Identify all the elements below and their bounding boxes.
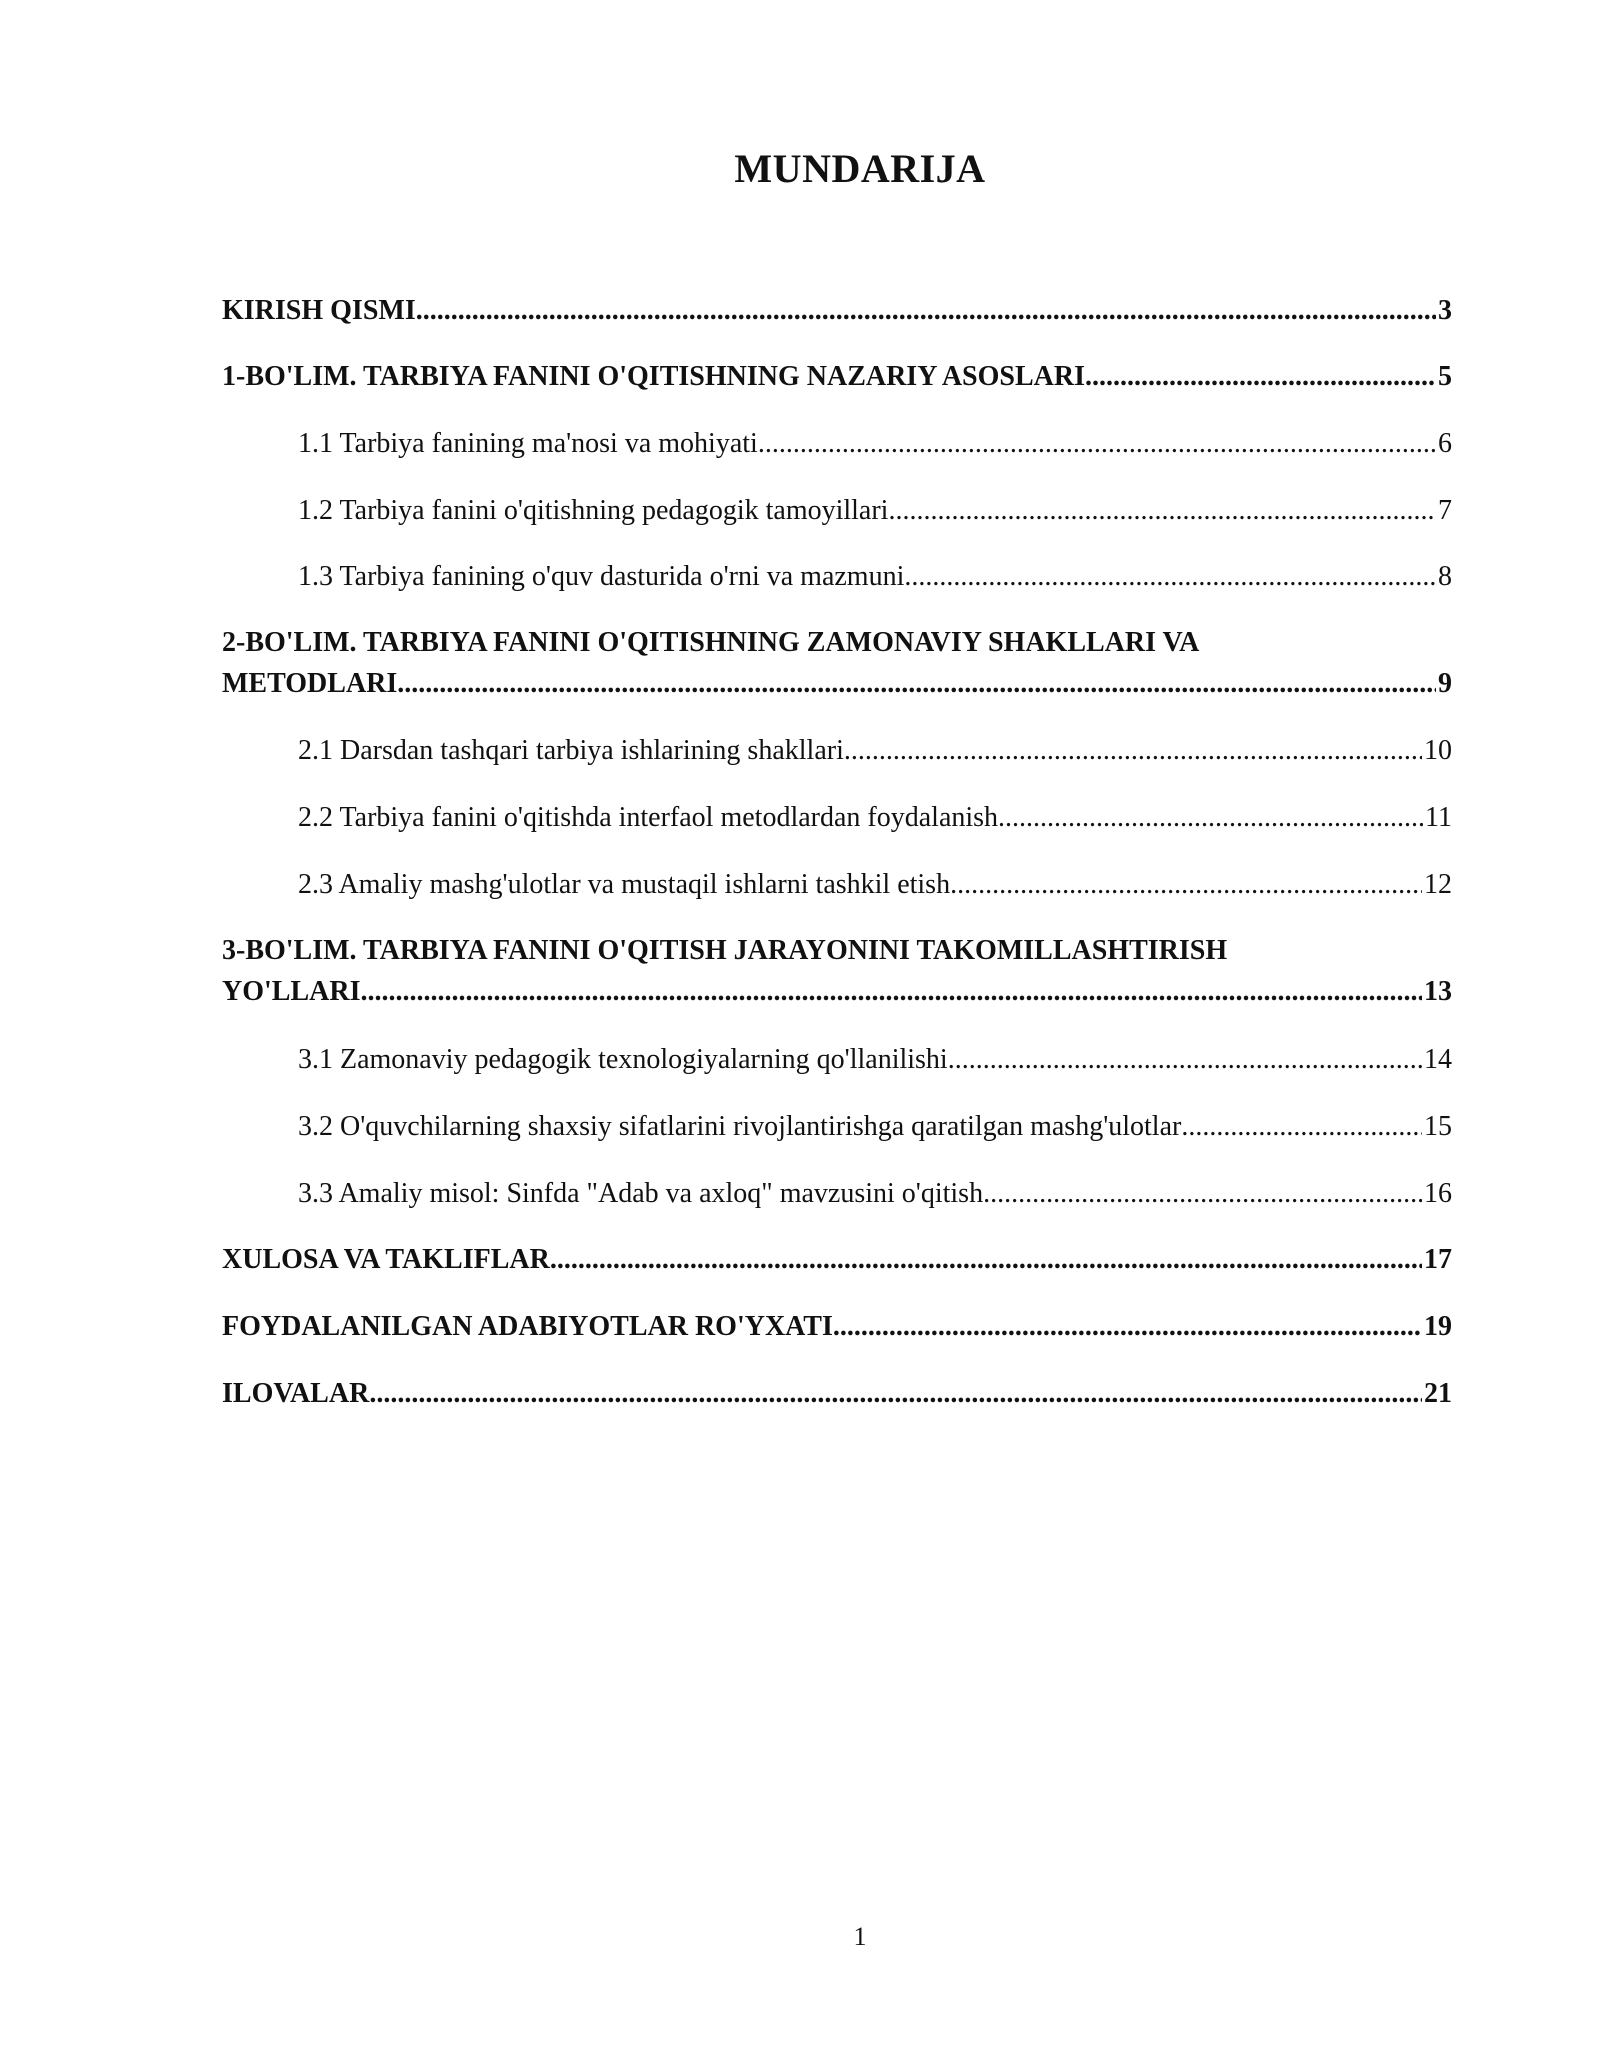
- toc-entry-text-line1: 2-BO'LIM. TARBIYA FANINI O'QITISHNING ZAMONAVIY SHAKLLARI VA: [222, 627, 1200, 658]
- toc-entry-1-2[interactable]: [298, 490, 1452, 531]
- toc-entry-text-line1: 3-BO'LIM. TARBIYA FANINI O'QITISH JARAYONINI TAKOMILLASHTIRISH: [222, 935, 1228, 966]
- toc-entry-text: 2.3 Amaliy mashg'ulotlar va mustaqil ishlarni tashkil etish: [298, 869, 951, 900]
- toc-entry-text: KIRISH QISMI: [222, 295, 416, 326]
- toc-dot-leader: [758, 423, 1436, 464]
- toc-dot-leader: [1181, 1106, 1422, 1147]
- toc-entry-2-3[interactable]: [298, 864, 1452, 905]
- toc-entry-text: YO'LLARI: [222, 976, 361, 1007]
- toc-entry-text: ILOVALAR: [222, 1378, 370, 1409]
- toc-page-number: 3: [1438, 295, 1452, 326]
- toc-entry-1-1[interactable]: [298, 423, 1452, 464]
- toc-dot-leader: [844, 730, 1422, 771]
- page-number-footer: 1: [853, 1922, 867, 1951]
- toc-entry-text: 1.2 Tarbiya fanini o'qitishning pedagogik tamoyillari: [298, 495, 889, 526]
- toc-page-number: 5: [1438, 361, 1452, 392]
- toc-entry-2-1[interactable]: [298, 730, 1452, 771]
- toc-entry-xulosa[interactable]: [222, 1239, 1452, 1280]
- toc-entry-section-2[interactable]: [222, 622, 1452, 704]
- toc-dot-leader: [888, 490, 1436, 531]
- toc-entry-kirish[interactable]: [222, 290, 1452, 331]
- toc-entry-text: 3.3 Amaliy misol: Sinfda "Adab va axloq" mavzusini o'qitish: [298, 1178, 984, 1209]
- toc-dot-leader: [1085, 356, 1436, 397]
- toc-entry-text: 1.3 Tarbiya fanining o'quv dasturida o'rni va mazmuni: [298, 561, 905, 592]
- toc-page-number: 8: [1438, 561, 1452, 592]
- toc-entry-section-1[interactable]: [222, 356, 1452, 397]
- toc-dot-leader: [833, 1306, 1422, 1347]
- toc-entry-2-2[interactable]: [298, 797, 1452, 838]
- toc-page-number: 16: [1424, 1178, 1452, 1209]
- toc-dot-leader: [998, 797, 1423, 838]
- toc-entry-text: 3.2 O'quvchilarning shaxsiy sifatlarini rivojlantirishga qaratilgan mashg'ulotlar: [298, 1111, 1182, 1142]
- page-title: MUNDARIJA: [734, 146, 986, 191]
- toc-entry-3-2[interactable]: [298, 1106, 1452, 1147]
- toc-entry-adabiyotlar[interactable]: [222, 1306, 1452, 1347]
- toc-dot-leader: [983, 1173, 1422, 1214]
- toc-entry-section-3[interactable]: [222, 930, 1452, 1012]
- toc-dot-leader: [948, 1039, 1422, 1080]
- toc-page-number: 7: [1438, 495, 1452, 526]
- toc-page-number: 6: [1438, 428, 1452, 459]
- toc-entry-ilovalar[interactable]: [222, 1373, 1452, 1414]
- toc-dot-leader: [904, 556, 1436, 597]
- toc-entry-text: FOYDALANILGAN ADABIYOTLAR RO'YXATI: [222, 1311, 833, 1342]
- toc-page-number: 15: [1424, 1111, 1452, 1142]
- toc-page-number: 11: [1425, 802, 1452, 833]
- toc-dot-leader: [360, 971, 1422, 1012]
- toc-entry-text: 1.1 Tarbiya fanining ma'nosi va mohiyati: [298, 428, 758, 459]
- toc-page-number: 21: [1424, 1378, 1452, 1409]
- toc-entry-text: METODLARI: [222, 668, 398, 699]
- toc-page-number: 17: [1424, 1244, 1452, 1275]
- toc-dot-leader: [397, 663, 1436, 704]
- toc-dot-leader: [416, 290, 1436, 331]
- toc-page-number: 10: [1424, 735, 1452, 766]
- toc-page-number: 14: [1424, 1044, 1452, 1075]
- toc-page-number: 12: [1424, 869, 1452, 900]
- toc-dot-leader: [369, 1373, 1422, 1414]
- toc-dot-leader: [950, 864, 1422, 905]
- toc-entry-text: 1-BO'LIM. TARBIYA FANINI O'QITISHNING NAZARIY ASOSLARI: [222, 361, 1085, 392]
- toc-entry-text: XULOSA VA TAKLIFLAR: [222, 1244, 550, 1275]
- toc-page-number: 19: [1424, 1311, 1452, 1342]
- toc-entry-3-1[interactable]: [298, 1039, 1452, 1080]
- toc-page-number: 13: [1424, 976, 1452, 1007]
- toc-page-number: 9: [1438, 668, 1452, 699]
- toc-entry-text: 3.1 Zamonaviy pedagogik texnologiyalarning qo'llanilishi: [298, 1044, 948, 1075]
- toc-dot-leader: [550, 1239, 1422, 1280]
- toc-entry-text: 2.2 Tarbiya fanini o'qitishda interfaol metodlardan foydalanish: [298, 802, 999, 833]
- toc-entry-1-3[interactable]: [298, 556, 1452, 597]
- toc-entry-text: 2.1 Darsdan tashqari tarbiya ishlarining shakllari: [298, 735, 844, 766]
- toc-entry-3-3[interactable]: [298, 1173, 1452, 1214]
